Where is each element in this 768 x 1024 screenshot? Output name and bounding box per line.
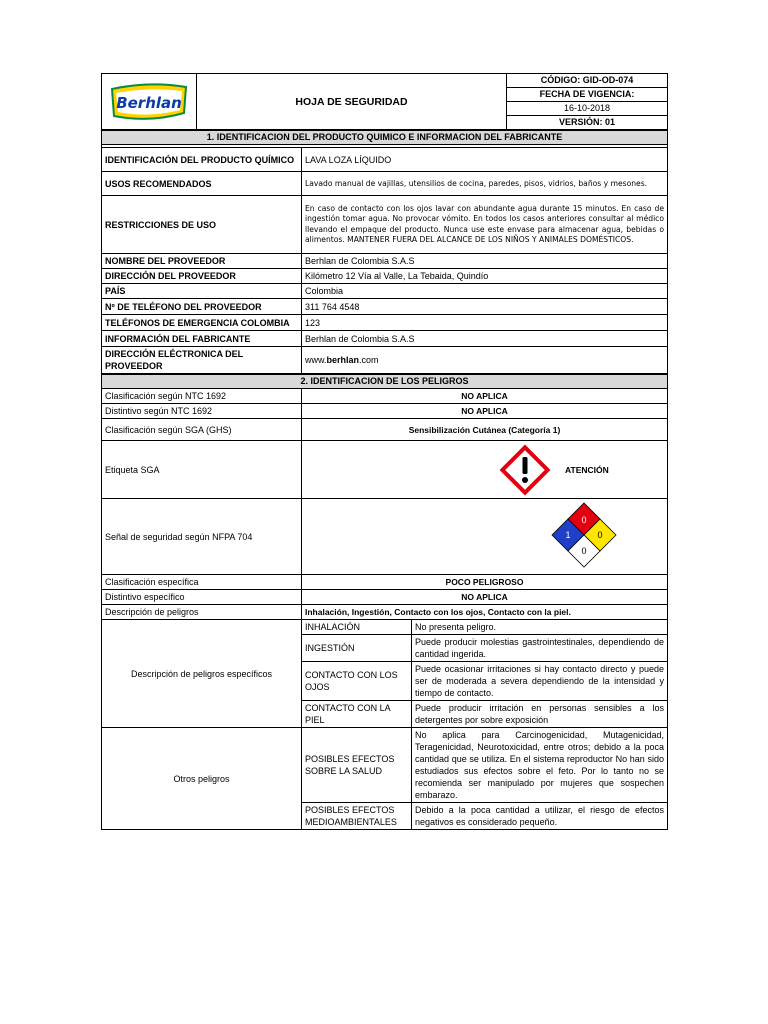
field-value: 311 764 4548: [302, 299, 668, 315]
logo-text: Berhlan: [116, 93, 182, 112]
nfpa-diamond-icon: [551, 502, 617, 568]
hazard-text: Puede ocasionar irritaciones si hay contacto directo y puede ser de moderada a severa dependiendo de la intensidad y tiempo de contacto.: [412, 662, 668, 701]
field-label: DIRECCIÓN ELÉCTRONICA DEL PROVEEDOR: [102, 347, 302, 374]
nfpa-flammability: 0: [581, 515, 587, 525]
nfpa-health: 1: [565, 530, 571, 540]
field-label: INFORMACIÓN DEL FABRICANTE: [102, 331, 302, 347]
safety-data-sheet: [101, 73, 667, 830]
document-version: VERSIÓN: 01: [507, 116, 668, 130]
berhlan-logo: [110, 83, 188, 121]
field-value: NO APLICA: [302, 590, 668, 605]
field-label: Señal de seguridad según NFPA 704: [102, 499, 302, 575]
document-header: [101, 73, 668, 130]
validity-label: FECHA DE VIGENCIA:: [507, 88, 668, 102]
field-value: Inhalación, Ingestión, Contacto con los ojos, Contacto con la piel.: [302, 605, 668, 620]
field-label: Distintivo específico: [102, 590, 302, 605]
field-value: 123: [302, 315, 668, 331]
nfpa-special: 0: [581, 546, 587, 556]
hazard-route: INHALACIÓN: [302, 620, 412, 635]
field-label: Etiqueta SGA: [102, 441, 302, 499]
field-value: Sensibilización Cutánea (Categoría 1): [302, 419, 668, 441]
field-value: LAVA LOZA LÍQUIDO: [302, 148, 668, 172]
hazard-route: POSIBLES EFECTOS SOBRE LA SALUD: [302, 728, 412, 803]
field-label: NOMBRE DEL PROVEEDOR: [102, 254, 302, 269]
field-label: Clasificación específica: [102, 575, 302, 590]
specific-hazards-label: Descripción de peligros específicos: [102, 620, 302, 728]
signal-word: ATENCIÓN: [565, 464, 609, 475]
section-2-table: [101, 374, 668, 830]
hazard-route: INGESTIÓN: [302, 635, 412, 662]
field-value: Colombia: [302, 284, 668, 299]
hazard-route: POSIBLES EFECTOS MEDIOAMBIENTALES: [302, 803, 412, 830]
ghs-label-cell: [302, 441, 668, 499]
field-value: En caso de contacto con los ojos lavar con abundante agua durante 15 minutos. En caso de ingestión tomar agua. No provocar vómito. En todos los casos anteriores consultar al médico llevando el empaque del producto. Nunca use este envase para almacenar agua, bebidas o alimentos. MANTENER FUERA DEL ALCANCE DE LOS NIÑOS Y ANIMALES DOMÉSTICOS.: [302, 196, 668, 254]
section-1-title: 1. IDENTIFICACION DEL PRODUCTO QUIMICO E INFORMACION DEL FABRICANTE: [102, 131, 668, 145]
field-label: Descripción de peligros: [102, 605, 302, 620]
field-value: Berhlan de Colombia S.A.S: [302, 254, 668, 269]
document-code: CÓDIGO: GID-OD-074: [507, 74, 668, 88]
field-value: Kilómetro 12 Vía al Valle, La Tebaida, Quindío: [302, 269, 668, 284]
section-2-title: 2. IDENTIFICACION DE LOS PELIGROS: [102, 375, 668, 389]
hazard-text: Debido a la poca cantidad a utilizar, el riesgo de efectos negativos es considerado pequeño.: [412, 803, 668, 830]
field-label: Nº DE TELÉFONO DEL PROVEEDOR: [102, 299, 302, 315]
field-label: Clasificación según SGA (GHS): [102, 419, 302, 441]
field-label: Distintivo según NTC 1692: [102, 404, 302, 419]
hazard-route: CONTACTO CON LOS OJOS: [302, 662, 412, 701]
hazard-text: No presenta peligro.: [412, 620, 668, 635]
field-label: DIRECCIÓN DEL PROVEEDOR: [102, 269, 302, 284]
hazard-text: Puede producir molestias gastrointestinales, dependiendo de cantidad ingerida.: [412, 635, 668, 662]
field-label: TELÉFONOS DE EMERGENCIA COLOMBIA: [102, 315, 302, 331]
hazard-text: Puede producir irritación en personas sensibles a los detergentes por sobre exposición: [412, 701, 668, 728]
exclamation-pictogram-icon: [499, 444, 551, 496]
hazard-route: CONTACTO CON LA PIEL: [302, 701, 412, 728]
other-hazards-label: Otros peligros: [102, 728, 302, 830]
field-value: Lavado manual de vajillas, utensilios de cocina, paredes, pisos, vidrios, baños y mesones.: [302, 172, 668, 196]
field-value: Berhlan de Colombia S.A.S: [302, 331, 668, 347]
field-label: RESTRICCIONES DE USO: [102, 196, 302, 254]
field-value: NO APLICA: [302, 404, 668, 419]
document-title: HOJA DE SEGURIDAD: [197, 74, 507, 130]
field-value: POCO PELIGROSO: [302, 575, 668, 590]
logo-cell: [102, 74, 197, 130]
section-1-table: [101, 130, 668, 374]
nfpa-cell: [302, 499, 668, 575]
field-label: IDENTIFICACIÓN DEL PRODUCTO QUÍMICO: [102, 148, 302, 172]
field-label: Clasificación según NTC 1692: [102, 389, 302, 404]
field-value: NO APLICA: [302, 389, 668, 404]
field-label: USOS RECOMENDADOS: [102, 172, 302, 196]
hazard-text: No aplica para Carcinogenicidad, Mutagenicidad, Teragenicidad, Neurotoxicidad, entre otros; debido a la poca cantidad que se utiliza. En el sistema reproductor No han sido estudiados sus efectos sobre el feto. Por lo tanto no se recomienda ser manipulado por mujeres que sospechen embarazo.: [412, 728, 668, 803]
validity-date: 16-10-2018: [507, 102, 668, 116]
field-label: PAÍS: [102, 284, 302, 299]
nfpa-reactivity: 0: [597, 530, 603, 540]
provider-email: www.berhlan.com: [302, 347, 668, 374]
